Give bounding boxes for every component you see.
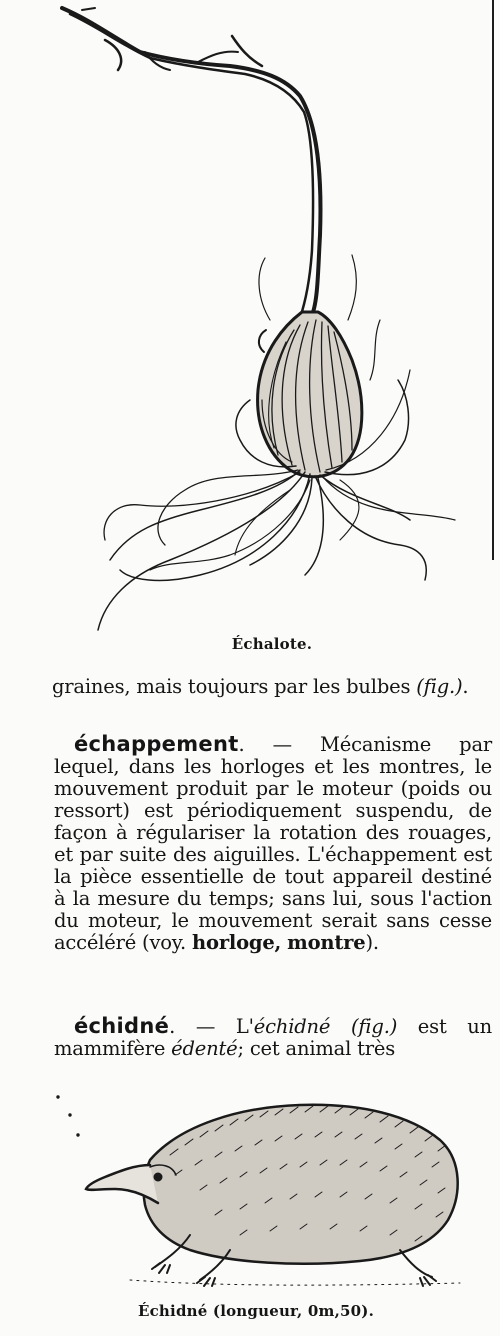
graines-text: graines, mais toujours par les bulbes <box>52 675 417 698</box>
echidne-term: échidné <box>253 1015 331 1038</box>
cross-ref-montre: montre <box>287 931 366 954</box>
echidne-dash: . — <box>169 1015 236 1038</box>
shallot-illustration <box>0 0 500 640</box>
echappement-body: Mécanisme par lequel, dans les horloges et les montres, le mouvement produit par le moteur (poids ou ressort) est périodiquement suspendu, de façon à régulariser la rotation des rouages, et par suite des aiguilles. L'échappement est la pièce essentielle de tout appareil destiné à la mesure du temps; sans lui, sous l'action du moteur, le mouvement serait sans cesse accéléré (voy. <box>54 733 492 954</box>
paragraph-graines <box>54 676 492 698</box>
echidna-caption: Échidné (longueur, 0m,50). <box>137 1302 375 1320</box>
echidne-fig-ref: (fig.) <box>330 1015 398 1038</box>
echidne-article: L' <box>235 1015 254 1038</box>
echappement-dash: . — <box>238 733 320 756</box>
graines-end: . <box>462 675 469 698</box>
headword-echappement: échappement <box>74 732 239 756</box>
echidna-illustration-icon <box>0 1085 500 1300</box>
headword-echidne: échidné <box>74 1014 170 1038</box>
graines-fig-ref: (fig.) <box>416 675 463 698</box>
entry-echappement <box>54 733 492 954</box>
echidne-edente: édenté <box>171 1037 238 1060</box>
shallot-bulb-illustration-icon <box>0 0 500 640</box>
echidne-mid: est un mammifère <box>54 1015 493 1060</box>
cross-ref-horloge: horloge, <box>192 931 282 954</box>
shallot-caption: Échalote. <box>231 635 313 653</box>
echidna-illustration <box>0 1085 500 1300</box>
echappement-end: ). <box>365 931 379 954</box>
echidne-end: ; cet animal très <box>237 1037 396 1060</box>
entry-echidne <box>54 1015 492 1060</box>
